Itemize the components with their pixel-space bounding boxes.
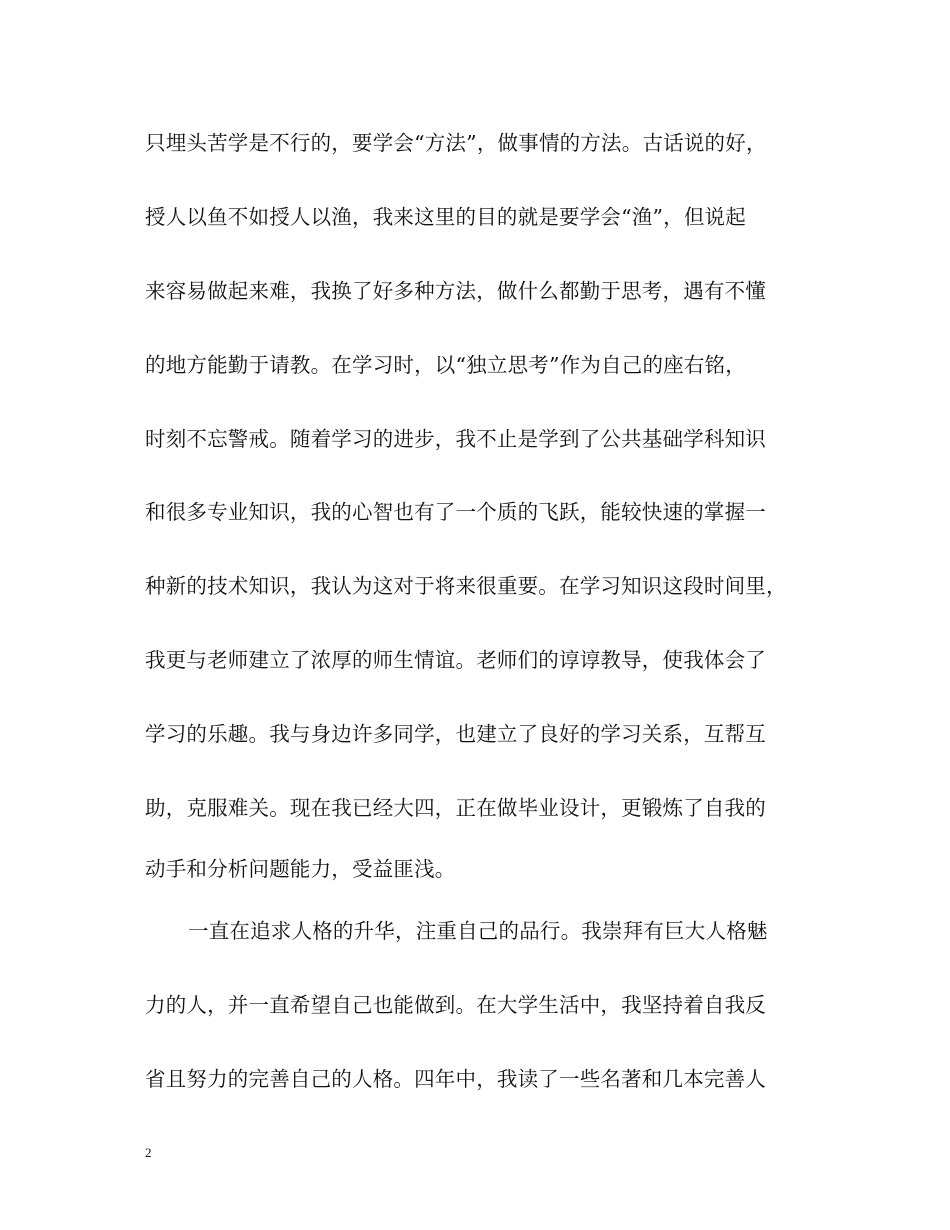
text-line: 动手和分析问题能力，受益匪浅。 <box>145 857 456 881</box>
text-line: 时刻不忘警戒。随着学习的进步，我不止是学到了公共基础学科知识 <box>145 427 766 451</box>
text-line: 助，克服难关。现在我已经大四，正在做毕业设计，更锻炼了自我的 <box>145 796 766 820</box>
text-line: 省且努力的完善自己的人格。四年中，我读了一些名著和几本完善人 <box>145 1067 766 1091</box>
text-line: 和很多专业知识，我的心智也有了一个质的飞跃，能较快速的掌握一 <box>145 500 766 524</box>
text-line: 来容易做起来难，我换了好多种方法，做什么都勤于思考，遇有不懂 <box>145 279 766 303</box>
page-number: 2 <box>145 1145 152 1160</box>
text-line: 力的人，并一直希望自己也能做到。在大学生活中，我坚持着自我反 <box>145 993 766 1017</box>
text-line: 种新的技术知识，我认为这对于将来很重要。在学习知识这段时间里， <box>145 574 787 598</box>
text-line: 的地方能勤于请教。在学习时，以“独立思考”作为自己的座右铭， <box>145 353 746 377</box>
paragraph-first-line: 一直在追求人格的升华，注重自己的品行。我崇拜有巨大人格魅 <box>188 919 768 943</box>
text-line: 学习的乐趣。我与身边许多同学，也建立了良好的学习关系，互帮互 <box>145 722 766 746</box>
text-line: 我更与老师建立了浓厚的师生情谊。老师们的谆谆教导，使我体会了 <box>145 648 766 672</box>
text-line: 授人以鱼不如授人以渔，我来这里的目的就是要学会“渔”，但说起 <box>145 205 746 229</box>
text-line: 只埋头苦学是不行的，要学会“方法”，做事情的方法。古话说的好， <box>145 131 767 155</box>
